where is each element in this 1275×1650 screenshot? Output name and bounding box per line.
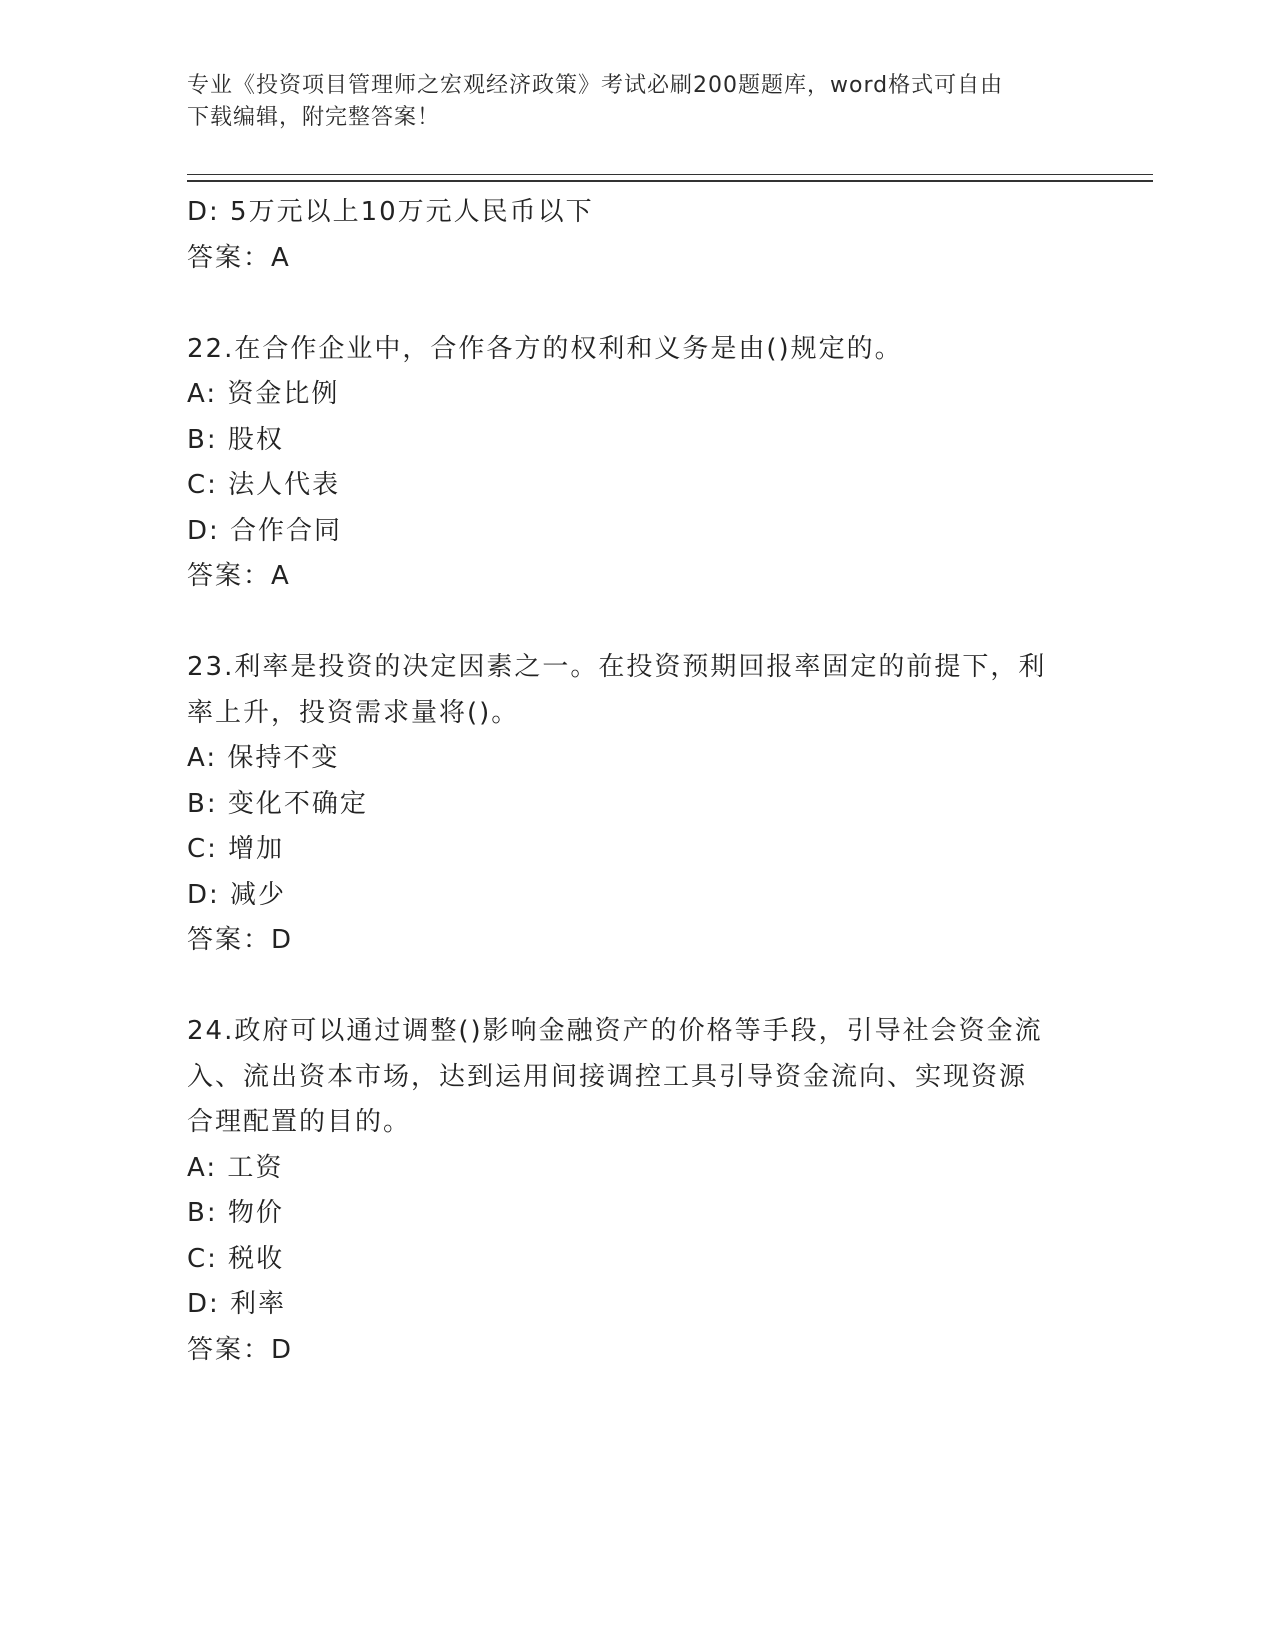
question-stem: 率上升，投资需求量将()。 [187, 697, 520, 728]
spacer [187, 281, 1087, 327]
question-stem: 23.利率是投资的决定因素之一。在投资预期回报率固定的前提下，利 [187, 652, 1047, 682]
option-c: C: 增加 [187, 834, 285, 864]
header-line: 专业《投资项目管理师之宏观经济政策》考试必刷200题题库，word格式可自由 [187, 73, 1004, 98]
answer-line: 答案：D [187, 925, 294, 955]
option-b: B: 物价 [187, 1198, 284, 1228]
question-stem: 24.政府可以通过调整()影响金融资产的价格等手段，引导社会资金流 [187, 1016, 1043, 1046]
question-block-22 [187, 327, 1087, 600]
answer-line: 答案：D [187, 1334, 294, 1365]
option-c: C: 税收 [187, 1243, 285, 1274]
answer-line: 答案：A [187, 242, 291, 273]
option-c: C: 法人代表 [187, 470, 341, 500]
question-stem: 入、流出资本市场，达到运用间接调控工具引导资金流向、实现资源 [187, 1061, 1028, 1092]
option-a: A: 工资 [187, 1152, 284, 1183]
question-block-previous [187, 190, 1087, 281]
option-d: D: 减少 [187, 879, 287, 910]
option-d: D: 利率 [187, 1289, 287, 1319]
document-body [187, 190, 1087, 1373]
spacer [187, 964, 1087, 1010]
option-d: D: 合作合同 [187, 515, 343, 546]
option-b: B: 股权 [187, 424, 284, 455]
question-block-23 [187, 645, 1087, 964]
header-divider [187, 180, 1153, 182]
answer-line: 答案：A [187, 561, 291, 591]
option-a: A: 保持不变 [187, 743, 340, 773]
document-header [187, 70, 1067, 134]
question-block-24 [187, 1009, 1087, 1373]
header-line: 下载编辑，附完整答案！ [187, 105, 441, 130]
question-stem: 合理配置的目的。 [187, 1107, 412, 1137]
option-b: B: 变化不确定 [187, 788, 368, 819]
spacer [187, 600, 1087, 646]
option-d: D: 5万元以上10万元人民币以下 [187, 197, 594, 227]
option-a: A: 资金比例 [187, 379, 340, 409]
question-stem: 22.在合作企业中，合作各方的权利和义务是由()规定的。 [187, 333, 903, 364]
header-divider [187, 174, 1153, 175]
